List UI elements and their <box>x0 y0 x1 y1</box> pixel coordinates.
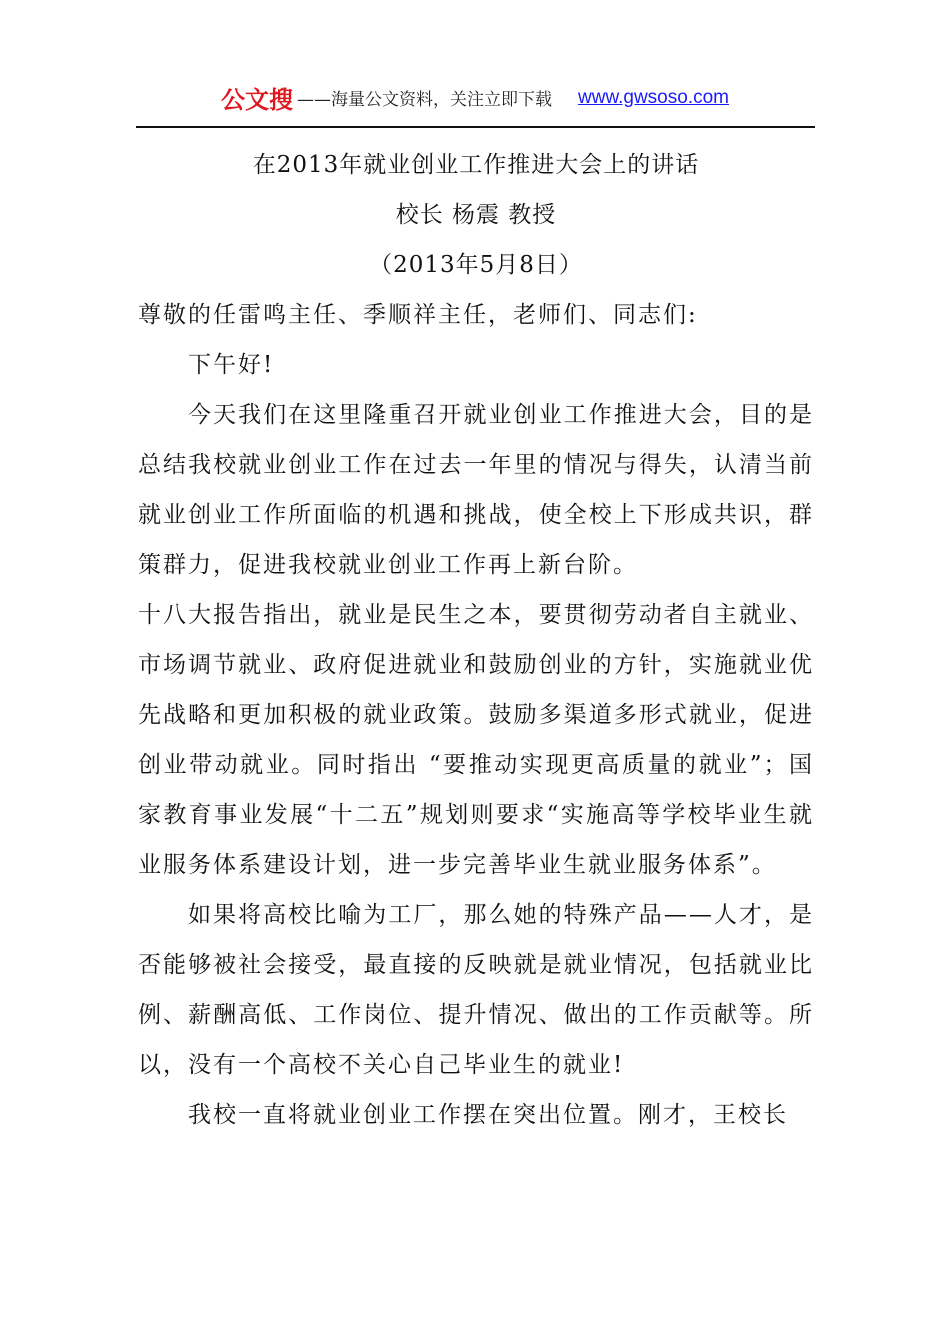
site-header <box>0 80 950 114</box>
document-title: 在2013年就业创业工作推进大会上的讲话 <box>252 152 700 178</box>
paragraph-4: 我校一直将就业创业工作摆在突出位置。刚才，王校长 <box>188 1102 788 1128</box>
document-author: 校长 杨震 教授 <box>395 202 557 228</box>
paragraph-3: 如果将高校比喻为工厂，那么她的特殊产品——人才，是否能够被社会接受，最直接的反映就是就业情况，包括就业比例、薪酬高低、工作岗位、提升情况、做出的工作贡献等。所以，没有一个高校不关心自己毕业生的就业! <box>138 902 814 1078</box>
brand-logo[interactable]: 公文搜 <box>221 86 293 114</box>
header-divider <box>136 126 815 128</box>
paragraph-1: 今天我们在这里隆重召开就业创业工作推进大会，目的是总结我校就业创业工作在过去一年里的情况与得失，认清当前就业创业工作所面临的机遇和挑战，使全校上下形成共识，群策群力，促进我校就业创业工作再上新台阶。 <box>138 402 814 578</box>
document-body <box>138 140 814 1140</box>
salutation: 尊敬的任雷鸣主任、季顺祥主任，老师们、同志们: <box>138 302 698 328</box>
header-tagline: ——海量公文资料，关注立即下载 <box>297 90 552 110</box>
paragraph-2: 十八大报告指出，就业是民生之本，要贯彻劳动者自主就业、市场调节就业、政府促进就业和鼓励创业的方针，实施就业优先战略和更加积极的就业政策。鼓励多渠道多形式就业，促进创业带动就业。同时指出 “要推动实现更高质量的就业”；国家教育事业发展“十二五”规划则要求“实施高等学校毕业生就业服务体系建设计划，进一步完善毕业生就业服务体系”。 <box>138 602 814 878</box>
greeting: 下午好! <box>188 352 275 378</box>
document-date: （2013年5月8日） <box>369 252 583 278</box>
site-link[interactable]: www.gwsoso.com <box>578 86 729 108</box>
